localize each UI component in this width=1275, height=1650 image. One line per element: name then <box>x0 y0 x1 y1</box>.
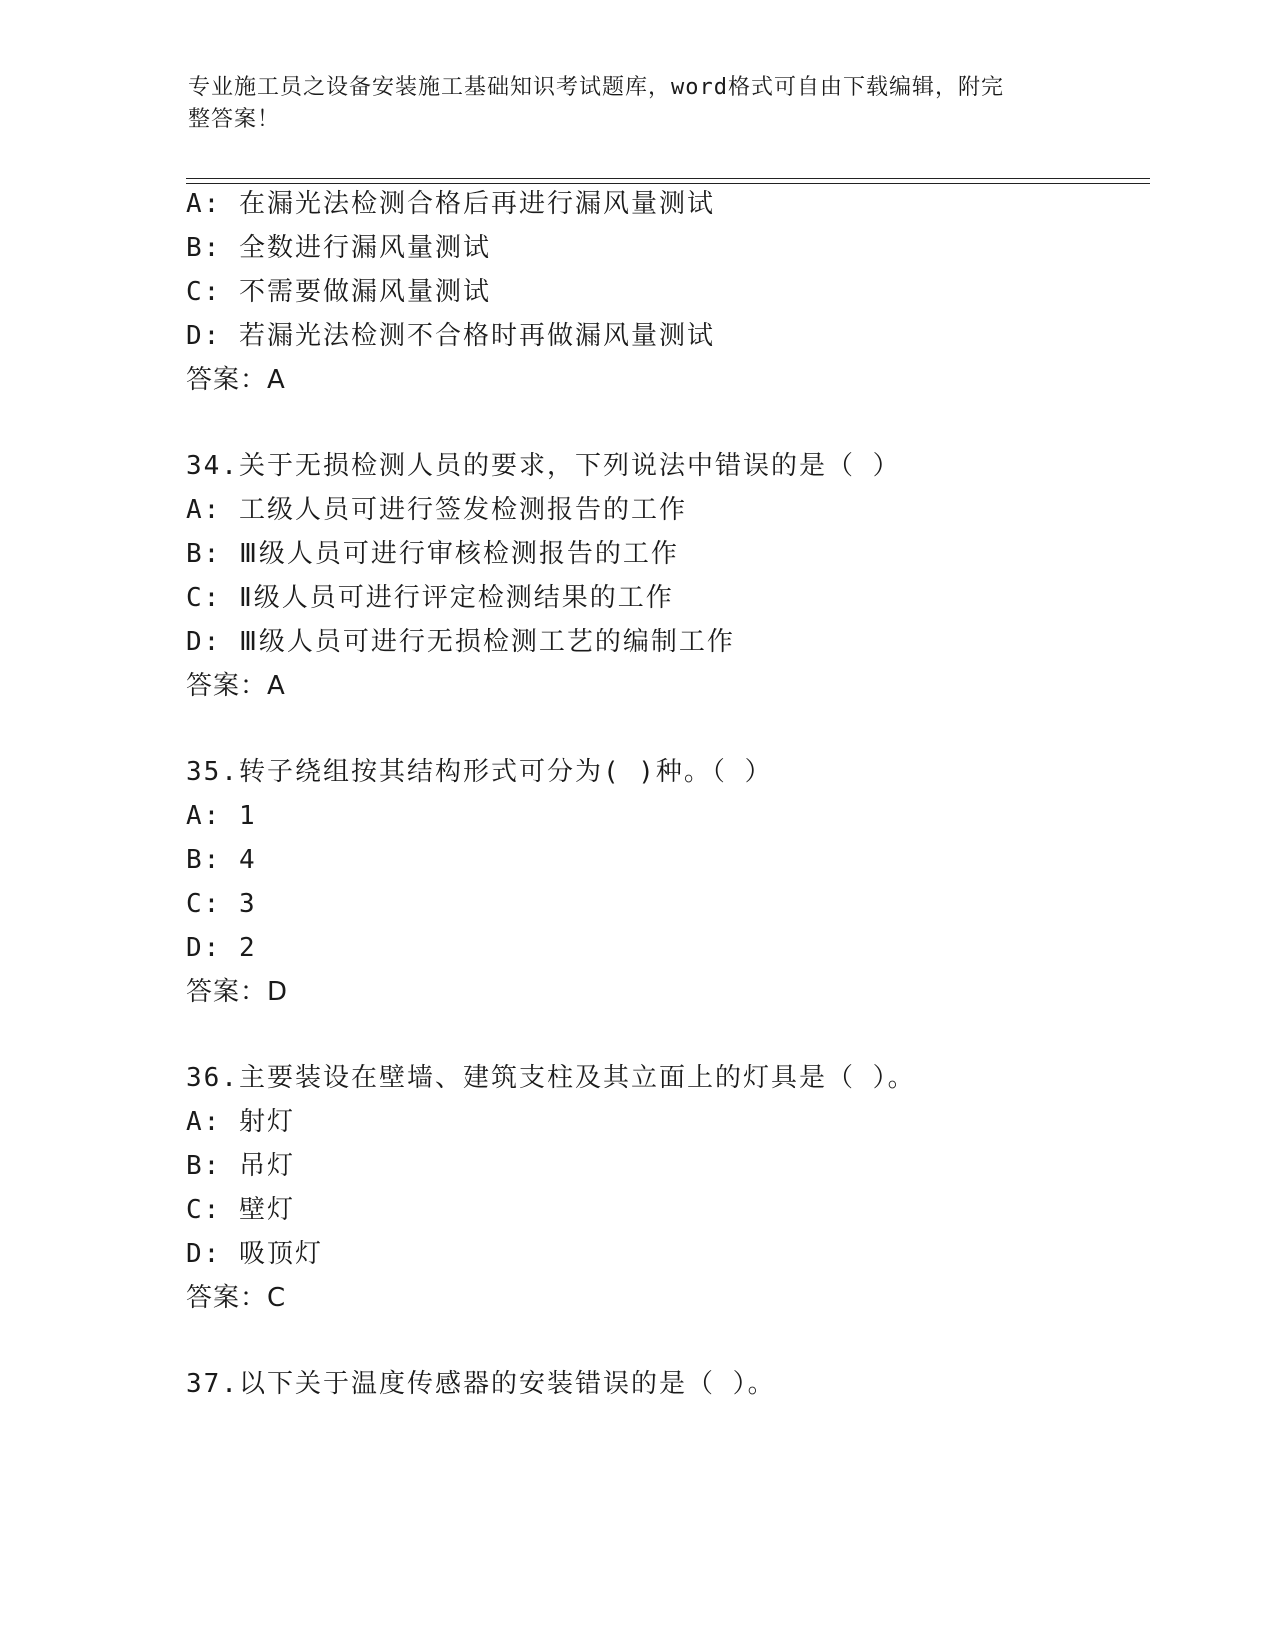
q36-question: 36.主要装设在壁墙、建筑支柱及其立面上的灯具是（ ）。 <box>186 1063 916 1093</box>
q34-option-c: C: Ⅱ级人员可进行评定检测结果的工作 <box>186 583 674 613</box>
q34-answer: 答案：A <box>186 671 286 701</box>
q36-option-d: D: 吸顶灯 <box>186 1239 323 1269</box>
q35-question: 35.转子绕组按其结构形式可分为( )种。（ ） <box>186 757 773 787</box>
q35-option-b: B: 4 <box>186 845 257 875</box>
q33-option-a: A: 在漏光法检测合格后再进行漏风量测试 <box>186 189 715 219</box>
header-divider-top <box>186 178 1150 179</box>
header-line-1: 专业施工员之设备安装施工基础知识考试题库，word格式可自由下载编辑，附完 <box>188 75 1004 100</box>
q36-option-a: A: 射灯 <box>186 1107 295 1137</box>
q34-option-b: B: Ⅲ级人员可进行审核检测报告的工作 <box>186 539 679 569</box>
q34-question: 34.关于无损检测人员的要求，下列说法中错误的是（ ） <box>186 451 901 481</box>
q34-option-a: A: 工级人员可进行签发检测报告的工作 <box>186 495 687 525</box>
q33-option-c: C: 不需要做漏风量测试 <box>186 277 491 307</box>
q33-answer: 答案：A <box>186 365 286 395</box>
q33-option-d: D: 若漏光法检测不合格时再做漏风量测试 <box>186 321 715 351</box>
q35-option-a: A: 1 <box>186 801 257 831</box>
header-divider-bottom <box>186 183 1150 184</box>
q35-answer: 答案：D <box>186 977 289 1007</box>
header-line-2: 整答案！ <box>188 107 281 132</box>
q35-option-d: D: 2 <box>186 933 257 963</box>
q37-question: 37.以下关于温度传感器的安装错误的是（ ）。 <box>186 1369 776 1399</box>
document-header <box>188 72 1068 136</box>
q36-answer: 答案：C <box>186 1283 287 1313</box>
q33-option-b: B: 全数进行漏风量测试 <box>186 233 491 263</box>
q36-option-b: B: 吊灯 <box>186 1151 295 1181</box>
q35-option-c: C: 3 <box>186 889 257 919</box>
q34-option-d: D: Ⅲ级人员可进行无损检测工艺的编制工作 <box>186 627 735 657</box>
q36-option-c: C: 壁灯 <box>186 1195 295 1225</box>
